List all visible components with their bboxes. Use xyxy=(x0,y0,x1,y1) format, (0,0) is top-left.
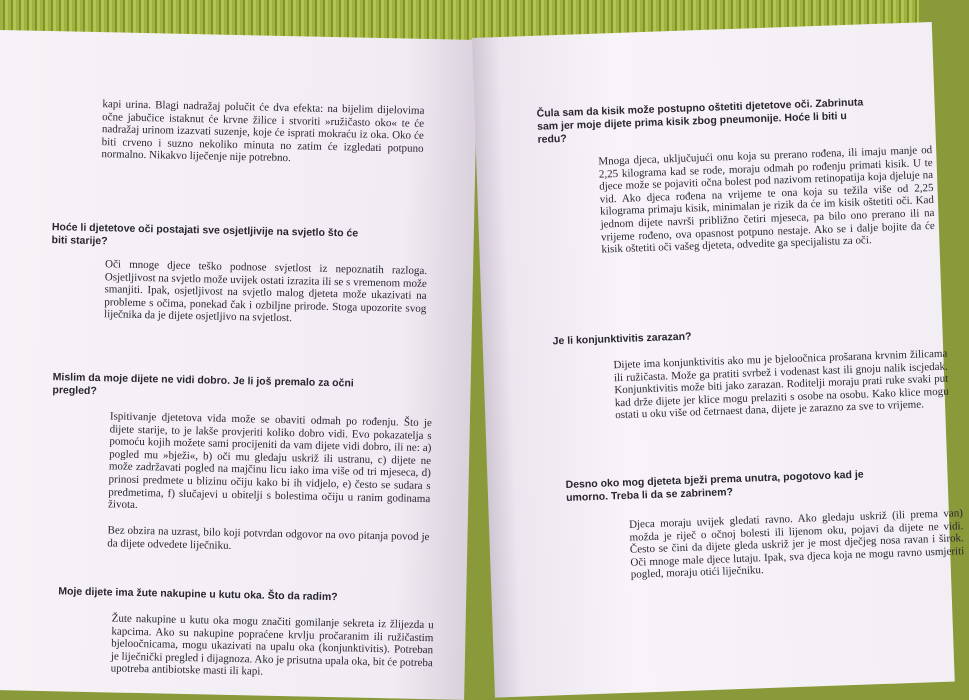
answer-oxygen: Mnoga djeca, uključujući onu koja su prerano rođena, ili imaju manje od 2,25 kilograma kad se rode, moraju odmah po rođenju primati kisik. U te djece može se pojaviti očna bolest pod nazivom retinopatija koja djeluje na vid. Ako djeca rođena na vrijeme te ona koja su težila više od 2,25 kilograma primaju kisik, minimalan je rizik da će im kisik oštetiti oči. Kad jednom dijete navrši približno četiri mjeseca, pa bilo ono prerano ili na vrijeme rođeno, ova opasnost potpuno nestaje. Ako se i dalje bojite da će kisik oštetiti oči vašeg djeteta, odvedite ga specijalistu za oči. xyxy=(598,144,936,256)
answer-vision-check-note: Bez obzira na uzrast, bilo koji potvrdan odgovor na ovo pitanja povod je da dijete odvedete liječniku. xyxy=(107,524,430,552)
answer-eye-drifting: Djeca moraju uvijek gledati ravno. Ako gledaju uskriž (ili prema van) možda je riječ o očnoj bolesti ili lijenom oku, pojavi da dijete ne vidi. Često se čini da dijete gleda uskriž jer je most dječjeg nosa ravan i širok. Oči mnoge male djece lutaju. Ipak, sva djeca koja ne mogu ravno usmjeriti pogled, moraju otići liječniku. xyxy=(628,507,965,582)
answer-yellow-discharge: Žute nakupine u kutu oka mogu značiti gomilanje sekreta iz žlijezda u kapcima. Ako su nakupine popraćene krvlju pročaranim ili ružičastim bjeloočnicama, mogu ukazivati na upalu oka (konjunktivitis). Potreban je liječnički pregled i dijagnoza. Ako je prisutna upala oka, bit će potreba upotreba antibiotske masti ili kapi. xyxy=(110,612,434,679)
question-oxygen: Čula sam da kisik može postupno oštetiti djetetove oči. Zabrinuta sam jer moje dijete prima kisik zbog pneumonije. Hoće li biti u redu? xyxy=(536,96,864,146)
intro-paragraph: kapi urina. Blagi nadražaj polučit će dva efekta: na bijelim dijelovima očne jabučice istaknut će krvne žilice i stvoriti »ružičasto oko« te će nadražaj urinom izazvati suzenje, koje će isprati mokraću iz oka. Oko će biti crveno i suzno nekoliko minuta no zatim će izgledati potpuno normalno. Nikakvo liječenje nije potrebno. xyxy=(101,98,425,165)
answer-light-sensitivity: Oči mnoge djece teško podnose svjetlost iz nepoznatih razloga. Osjetljivost na svjetlo može uvijek ostati izrazita ili se s vremenom može smanjiti. Ipak, osjetljivost na svjetlo malog djeteta može ukazivati na probleme s očima, ponekad čak i ozbiljne prirode. Stoga upozorite svog liječnika da je dijete osjetljivo na svjetlost. xyxy=(103,258,428,325)
answer-vision-check: Ispitivanje djetetova vida može se obaviti odmah po rođenju. Što je dijete starije, to je lakše provjeriti koliko dobro vidi. Evo pokazatelja s pomoću kojih možete sami procijeniti da vam dijete vidi dobro, ili ne: a) pogled mu »bježi«, b) oči mu gledaju uskriž ili ustranu, c) dijete ne može zadržavati pogled na majčinu licu iako ima više od tri mjeseca, d) prinosi predmete u blizinu očiju kako bi ih vidjelo, e) često se sudara s predmetima, f) slučajevi u obitelji s bolestima očiju u ranim godinama života. xyxy=(107,410,432,512)
question-yellow-discharge: Moje dijete ima žute nakupine u kutu oka. Što da radim? xyxy=(58,585,338,604)
question-light-sensitivity: Hoće li djetetove oči postajati sve osjetljivije na svjetlo što će biti starije? xyxy=(51,221,359,248)
question-vision-check: Mislim da moje dijete ne vidi dobro. Je li još premalo za očni pregled? xyxy=(52,371,354,398)
answer-conjunctivitis: Dijete ima konjunktivitis ako mu je bjeloočnica prošarana krvnim žilicama ili ružičasta. Može ga pratiti svrbež i vodenast kast ili gnoju nalik iscjedak. Konjunktivitis može biti jako zarazan. Roditelji moraju prati ruke svaki put kad drže dijete jer klice mogu prelaziti s osobe na osobu. Kako klice mogu ostati u oku više od četrnaest dana, dijete je zarazno za sve to vrijeme. xyxy=(613,347,949,422)
question-conjunctivitis: Je li konjunktivitis zarazan? xyxy=(552,330,692,348)
question-eye-drifting: Desno oko mog djeteta bježi prema unutra, pogotovo kad je umorno. Treba li da se zabrinem? xyxy=(565,468,864,504)
left-page xyxy=(0,30,478,700)
right-page xyxy=(472,22,965,698)
